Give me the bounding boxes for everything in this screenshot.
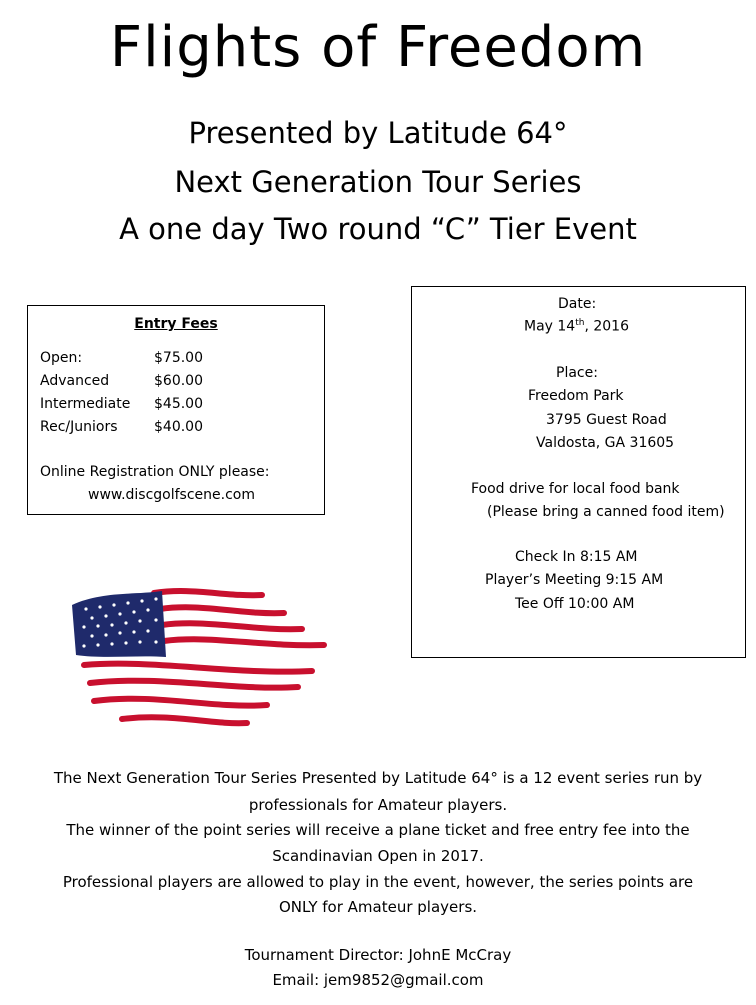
contact-email[interactable]: Email: jem9852@gmail.com xyxy=(272,971,484,989)
event-type-line: A one day Two round “C” Tier Event xyxy=(119,212,637,246)
date-label: Date: xyxy=(558,296,597,312)
date-year: , 2016 xyxy=(584,318,629,335)
food-drive-request: (Please bring a canned food item) xyxy=(487,504,725,520)
event-date xyxy=(524,318,629,335)
food-drive-note: Food drive for local food bank xyxy=(471,481,680,497)
series-description-1: The Next Generation Tour Series Presented by Latitude 64° is a 12 event series run by xyxy=(53,769,703,787)
american-flag-icon xyxy=(62,585,332,745)
entry-fees-title: Entry Fees xyxy=(134,316,218,332)
series-line: Next Generation Tour Series xyxy=(174,165,582,199)
fee-price: $45.00 xyxy=(154,396,203,412)
presenter-line: Presented by Latitude 64° xyxy=(188,116,568,150)
registration-note: Online Registration ONLY please: xyxy=(40,464,270,480)
address-street: 3795 Guest Road xyxy=(546,412,667,428)
fee-row xyxy=(40,396,310,416)
fee-name: Rec/Juniors xyxy=(40,419,118,435)
tournament-director: Tournament Director: JohnE McCray xyxy=(244,946,512,964)
address-city: Valdosta, GA 31605 xyxy=(536,435,675,451)
tee-off-time: Tee Off 10:00 AM xyxy=(515,596,635,612)
page-title: Flights of Freedom xyxy=(109,15,647,80)
fee-name: Intermediate xyxy=(40,396,131,412)
date-suffix: th xyxy=(575,318,585,328)
fee-name: Advanced xyxy=(40,373,110,389)
date-main: May 14 xyxy=(524,318,576,335)
entry-fees-box xyxy=(27,305,325,515)
players-meeting-time: Player’s Meeting 9:15 AM xyxy=(485,572,664,588)
place-label: Place: xyxy=(556,365,598,381)
place-name: Freedom Park xyxy=(528,388,624,404)
event-details-box xyxy=(411,286,746,658)
fee-price: $75.00 xyxy=(154,350,203,366)
fee-row xyxy=(40,350,310,370)
fee-price: $60.00 xyxy=(154,373,203,389)
fee-row xyxy=(40,373,310,393)
fee-price: $40.00 xyxy=(154,419,203,435)
prize-description-2: Scandinavian Open in 2017. xyxy=(272,847,484,865)
registration-url[interactable]: www.discgolfscene.com xyxy=(88,487,255,503)
prize-description-1: The winner of the point series will receive a plane ticket and free entry fee into the xyxy=(66,821,690,839)
check-in-time: Check In 8:15 AM xyxy=(515,549,638,565)
pro-players-note-1: Professional players are allowed to play in the event, however, the series points are xyxy=(62,873,694,891)
series-description-2: professionals for Amateur players. xyxy=(248,796,508,814)
fee-name: Open: xyxy=(40,350,83,366)
fee-row xyxy=(40,419,310,439)
pro-players-note-2: ONLY for Amateur players. xyxy=(278,898,478,916)
